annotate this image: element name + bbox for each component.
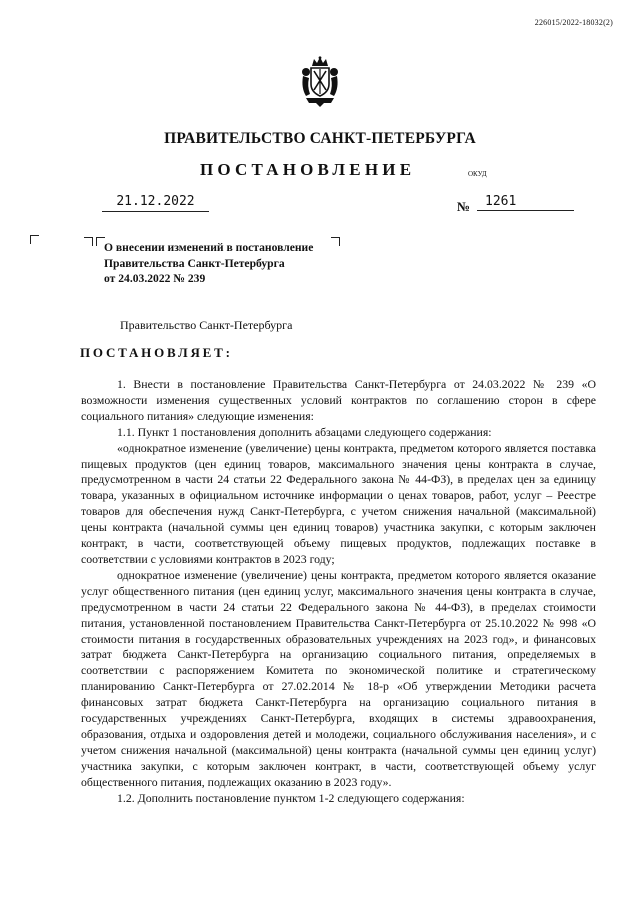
paragraph: 1.2. Дополнить постановление пунктом 1-2 следующего содержания:	[117, 790, 465, 805]
paragraph: «однократное изменение (увеличение) цены контракта, предметом которого является поставка пищевых продуктов (цен единиц товаров, максимального значения цены контракта в случае, предусмотренном в части 24 статьи 22 Федерального закона № 44-ФЗ), в пределах цен за единицу товара, указанных в официальном источнике информации о ценах товаров, работ, услуг – Реестре товаров для обеспечения нужд Санкт-Петербурга, с учетом снижения начальной (максимальной) цены контракта (начальной суммы цен единиц товаров) участника закупки, с которым заключен контракт, в части, соответствующей объему пищевых продуктов, подлежащих поставке в соответствии с условиями контрактов в 2023 году;	[81, 440, 596, 566]
decree-title: ПОСТАНОВЛЕНИЕ	[200, 160, 416, 179]
government-title: ПРАВИТЕЛЬСТВО САНКТ-ПЕТЕРБУРГА	[164, 130, 476, 147]
decree-subject	[104, 240, 313, 287]
resolves-heading: ПОСТАНОВЛЯЕТ:	[80, 345, 233, 360]
number-sign: №	[457, 199, 471, 214]
subject-line: от 24.03.2022 № 239	[104, 272, 206, 285]
subject-line: Правительства Санкт-Петербурга	[104, 256, 285, 270]
corner-mark	[84, 237, 93, 246]
issuer: Правительство Санкт-Петербурга	[120, 318, 293, 332]
decree-date: 21.12.2022	[102, 195, 209, 212]
paragraph: 1.1. Пункт 1 постановления дополнить абзацами следующего содержания:	[117, 424, 492, 439]
okud-label: ОКУД	[468, 170, 487, 178]
subject-line: О внесении изменений в постановление	[104, 241, 314, 254]
paragraph: однократное изменение (увеличение) цены контракта, предметом которого является оказание услуг общественного питания (цен единиц услуг, максимального значения цены контракта в случае, предусмотренном в части 24 статьи 22 Федерального закона № 44-ФЗ), в пределах стоимости питания, установленной постановлением Правительства Санкт-Петербурга от 25.10.2022 № 998 «О стоимости питания в государственных образовательных учреждениях на 2023 год», и финансовых затрат бюджета Санкт-Петербурга на организацию социального питания, определяемых в соответствии с распоряжением Комитета по экономической политике и стратегическому планированию Санкт-Петербурга от 27.02.2014 № 18-р «Об утверждении Методики расчета финансовых затрат бюджета Санкт-Петербурга на организацию социального питания в государственных учреждениях Санкт-Петербурга, входящих в системы здравоохранения, образования, отдыха и оздоровления детей и молодежи, социального обслуживания населения», и с учетом снижения начальной (максимальной) цены контракта (начальной суммы цен единиц услуг) участника закупки, с которым заключен контракт, в части, соответствующей объему услуг общественного питания, подлежащих оказанию в 2023 году».	[81, 567, 596, 789]
coat-of-arms-icon	[300, 56, 340, 108]
paragraph: 1. Внести в постановление Правительства Санкт-Петербурга от 24.03.2022 № 239 «О возможности изменения существенных условий контрактов по соглашению сторон в сфере социального питания» следующие изменения:	[81, 377, 596, 423]
corner-mark	[331, 237, 340, 246]
corner-mark	[30, 235, 39, 244]
document-number: 226015/2022-18032(2)	[534, 18, 613, 27]
decree-number: 1261	[477, 195, 574, 211]
decree-body	[81, 377, 596, 806]
